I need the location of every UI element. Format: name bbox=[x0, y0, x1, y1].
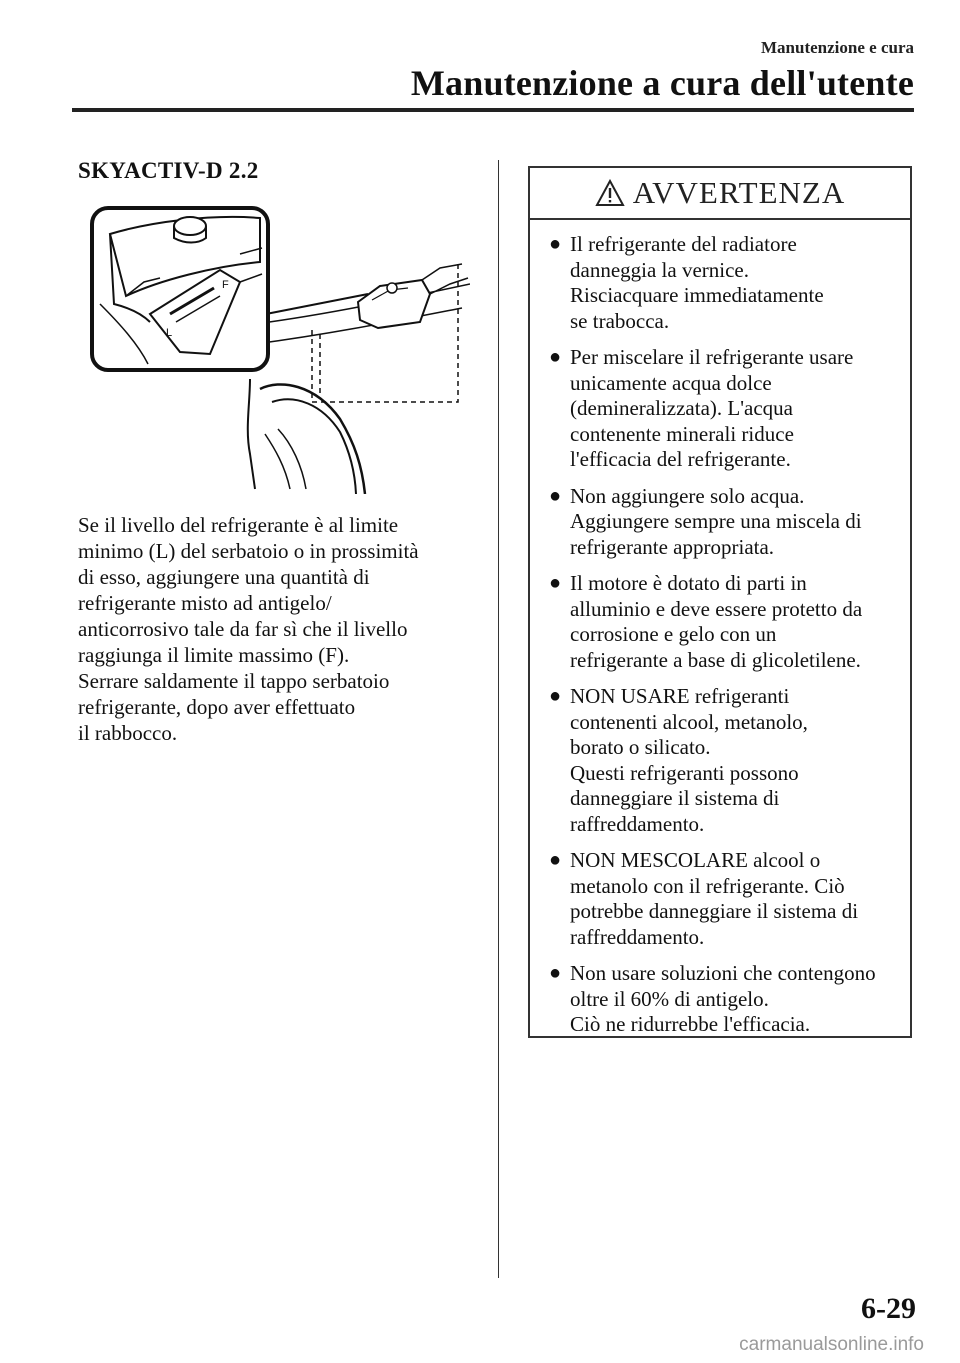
bullet-icon: ● bbox=[548, 849, 562, 871]
bullet-icon: ● bbox=[548, 346, 562, 368]
left-column bbox=[78, 158, 478, 745]
bullet-icon: ● bbox=[548, 484, 562, 507]
svg-text:F: F bbox=[222, 279, 229, 291]
warning-triangle-icon bbox=[595, 179, 625, 207]
warning-list bbox=[530, 220, 910, 1038]
header-rule bbox=[72, 108, 914, 112]
list-item-text: Il motore è dotato di parti in alluminio e deve essere protetto da corrosione e gelo con un refrigerante a base di glicoletilene. bbox=[570, 571, 863, 672]
list-item bbox=[540, 848, 900, 950]
coolant-reservoir-figure bbox=[90, 204, 470, 494]
bullet-icon: ● bbox=[548, 233, 562, 255]
list-item-text: Non aggiungere solo acqua. Aggiungere sempre una miscela di refrigerante appropriata. bbox=[570, 483, 862, 559]
watermark[interactable]: carmanualsonline.info bbox=[739, 1334, 924, 1355]
coolant-reservoir-illustration bbox=[90, 204, 470, 494]
column-divider bbox=[498, 160, 499, 1278]
section-heading: SKYACTIV-D 2.2 bbox=[78, 158, 259, 183]
page-number: 6-29 bbox=[861, 1292, 916, 1325]
list-item bbox=[540, 484, 900, 561]
bullet-icon: ● bbox=[548, 962, 562, 984]
list-item bbox=[540, 232, 900, 334]
list-item bbox=[540, 961, 900, 1038]
warning-title: AVVERTENZA bbox=[632, 175, 846, 210]
warning-header bbox=[530, 168, 910, 220]
list-item-text: NON USARE refrigeranti contenenti alcool, metanolo, borato o silicato. Questi refrigeranti possono danneggiare il sistema di raffreddamento. bbox=[570, 684, 808, 836]
page-title: Manutenzione a cura dell'utente bbox=[410, 63, 914, 103]
bullet-icon: ● bbox=[548, 572, 562, 594]
body-paragraph: Se il livello del refrigerante è al limite minimo (L) del serbatoio o in prossimità di esso, aggiungere una quantità di refrigerante misto ad antigelo/ anticorrosivo tale da far sì che il livello raggiunga il limite massimo (F). Serrare saldamente il tappo serbatoio refrigerante, dopo aver effettuato il rabbocco. bbox=[78, 513, 419, 745]
list-item-text: Non usare soluzioni che contengono oltre il 60% di antigelo. Ciò ne ridurrebbe l'efficacia. bbox=[570, 961, 876, 1036]
list-item bbox=[540, 345, 900, 473]
list-item bbox=[540, 684, 900, 837]
list-item-text: Il refrigerante del radiatore danneggia la vernice. Risciacquare immediatamente se trabocca. bbox=[570, 232, 824, 333]
svg-text:L: L bbox=[166, 327, 173, 339]
list-item-text: Per miscelare il refrigerante usare unicamente acqua dolce (demineralizzata). L'acqua contenente minerali riduce l'efficacia del refrigerante. bbox=[570, 345, 854, 471]
list-item bbox=[540, 571, 900, 673]
bullet-icon: ● bbox=[548, 685, 562, 707]
header-section-label: Manutenzione e cura bbox=[761, 38, 914, 57]
list-item-text: NON MESCOLARE alcool o metanolo con il refrigerante. Ciò potrebbe danneggiare il sistema di raffreddamento. bbox=[570, 848, 859, 949]
warning-box bbox=[528, 166, 912, 1038]
